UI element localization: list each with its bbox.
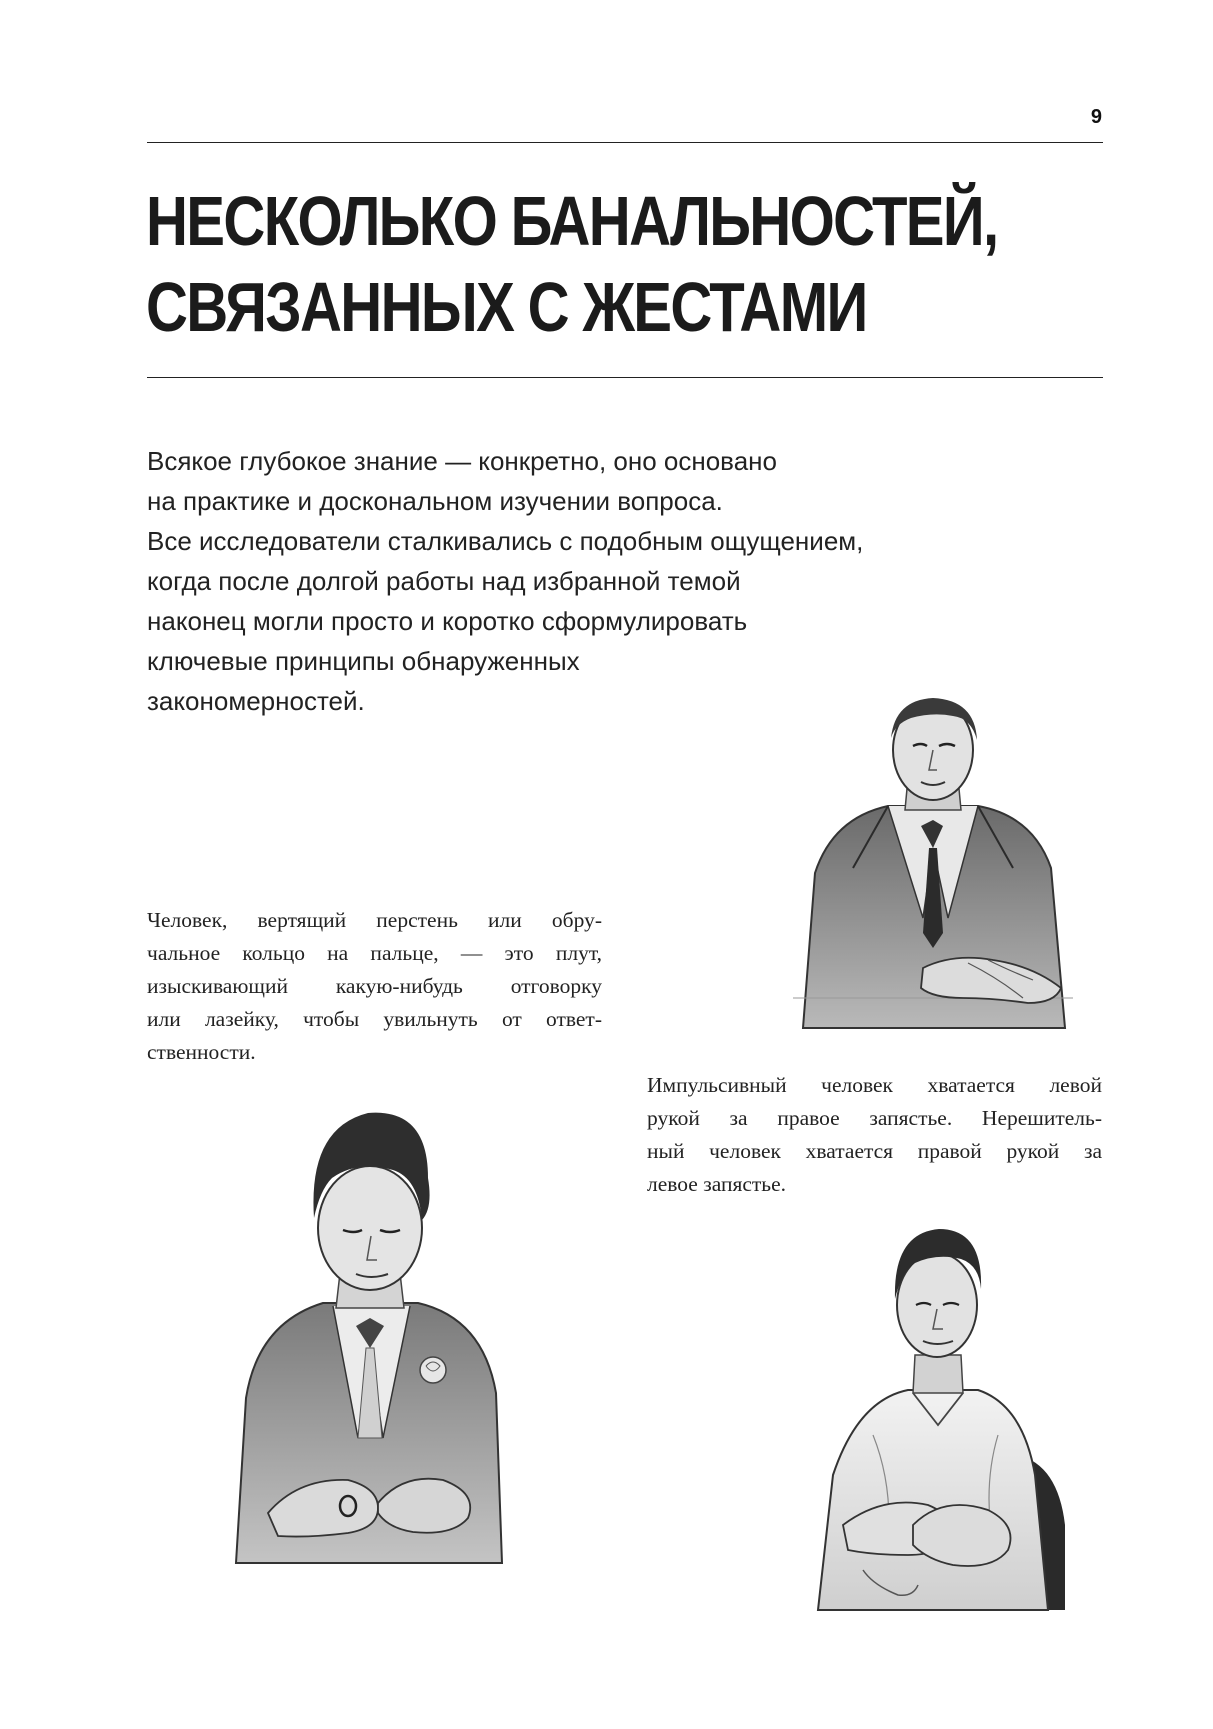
caption-line: рукой за правое запястье. Нерешитель- (647, 1106, 1102, 1130)
title-divider (147, 377, 1103, 378)
caption-line: чальное кольцо на пальце, — это плут, (147, 941, 602, 965)
chapter-title (146, 178, 998, 350)
intro-paragraph (147, 441, 967, 721)
caption-line: ный человек хватается правой рукой за (647, 1139, 1102, 1163)
intro-line: на практике и доскональном изучении вопроса. (147, 486, 723, 516)
top-divider (147, 142, 1103, 143)
page-number: 9 (1090, 106, 1102, 128)
chapter-title-line-2: СВЯЗАННЫХ С ЖЕСТАМИ (146, 268, 867, 346)
intro-line: Всякое глубокое знание — конкретно, оно основано (147, 446, 777, 476)
caption-line: или лазейку, чтобы увильнуть от ответ- (147, 1007, 602, 1031)
caption-line: Импульсивный человек хватается левой (647, 1073, 1102, 1097)
caption-line: ственности. (147, 1040, 256, 1064)
portrait-sketch (793, 698, 1073, 1043)
illustration-man-in-suit (793, 698, 1073, 1043)
illustration-man-twisting-ring (228, 1108, 508, 1578)
caption-line: левое запястье. (647, 1172, 787, 1196)
caption-ring-twisting (147, 904, 602, 1069)
portrait-sketch (803, 1225, 1073, 1620)
intro-line: когда после долгой работы над избранной темой (147, 566, 741, 596)
chapter-title-line-1: НЕСКОЛЬКО БАНАЛЬНОСТЕЙ, (146, 182, 998, 260)
caption-line: изыскивающий какую-нибудь отговорку (147, 974, 602, 998)
intro-line: закономерностей. (147, 686, 365, 716)
caption-wrist-grabbing (647, 1069, 1102, 1201)
intro-line: наконец могли просто и коротко сформулировать (147, 606, 748, 636)
intro-line: ключевые принципы обнаруженных (147, 646, 580, 676)
portrait-sketch (228, 1108, 508, 1578)
caption-line: Человек, вертящий перстень или обру- (147, 908, 602, 932)
illustration-man-in-shirt (803, 1225, 1073, 1620)
intro-line: Все исследователи сталкивались с подобным ощущением, (147, 526, 864, 556)
